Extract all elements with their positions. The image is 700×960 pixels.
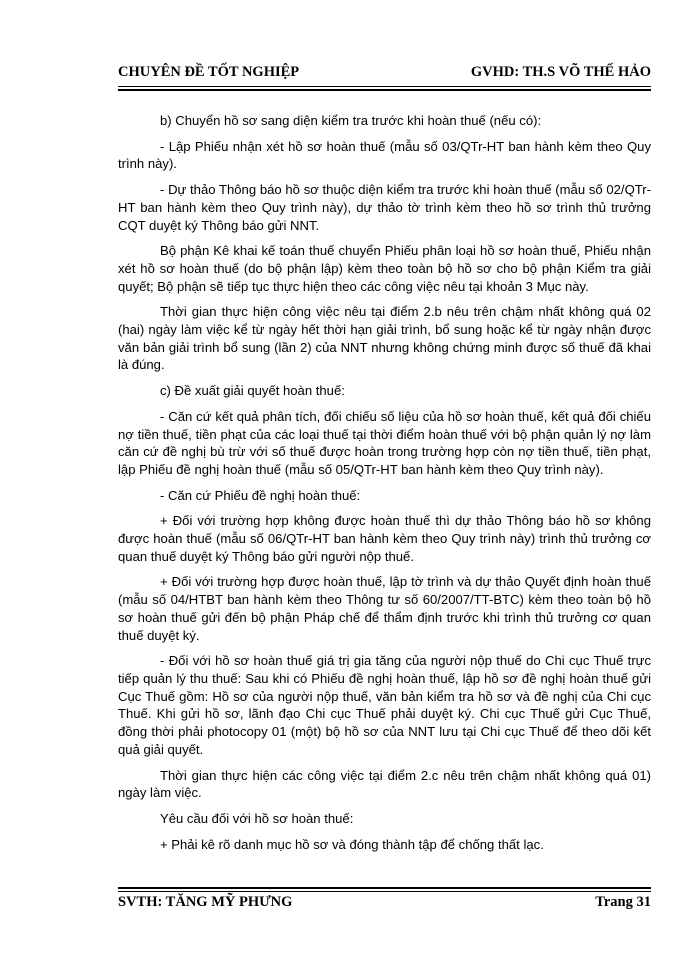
paragraph: c) Đề xuất giải quyết hoàn thuế: — [160, 383, 345, 399]
page-footer — [118, 894, 651, 914]
paragraph: - Căn cứ kết quả phân tích, đối chiếu số liệu của hồ sơ hoàn thuế, kết quả đối chiếu nợ tiền thuế, tiền phạt của các loại thuế tại thời điểm hoàn thuế với bộ phận quản lý nợ làm căn cứ đề nghị bù trừ với số thuế được hoàn trong trường hợp còn nợ tiền thuế, tiền phạt, lập Phiếu đề nghị hoàn thuế (mẫu số 05/QTr-HT ban hành kèm theo Quy trình này). — [118, 408, 651, 477]
paragraph: - Dự thảo Thông báo hồ sơ thuộc diện kiểm tra trước khi hoàn thuế (mẫu số 02/QTr-HT ban hành kèm theo Quy trình này), dự thảo tờ trình kèm theo hồ sơ trình thủ trưởng CQT duyệt ký Thông báo gửi NNT. — [118, 182, 651, 233]
paragraph: - Lập Phiếu nhận xét hồ sơ hoàn thuế (mẫu số 03/QTr-HT ban hành kèm theo Quy trình này). — [118, 138, 651, 172]
paragraph: - Căn cứ Phiếu đề nghị hoàn thuế: — [160, 487, 361, 503]
footer-student: SVTH: TĂNG MỸ PHƯNG — [118, 894, 293, 910]
paragraph: Bộ phận Kê khai kế toán thuế chuyển Phiếu phân loại hồ sơ hoàn thuế, Phiếu nhận xét hồ sơ hoàn thuế (do bộ phận lập) kèm theo toàn bộ hồ sơ cho bộ phận Kiểm tra giải quyết; Bộ phận sẽ tiếp tục thực hiện theo các công việc nêu tại khoản 3 Mục này. — [118, 243, 651, 294]
header-advisor: GVHD: TH.S VÕ THẾ HẢO — [470, 64, 651, 80]
footer-rule-thick — [118, 887, 651, 889]
footer-rule-thin — [118, 891, 651, 892]
paragraph: Yêu cầu đối với hồ sơ hoàn thuế: — [160, 810, 354, 826]
header-rule-thick — [118, 89, 651, 91]
paragraph: Thời gian thực hiện công việc nêu tại điểm 2.b nêu trên chậm nhất không quá 02 (hai) ngày làm việc kể từ ngày hết thời hạn giải trình, bổ sung hoặc kể từ ngày nhận được văn bản giải trình bổ sung (lần 2) của NNT nhưng không chứng minh được số thuế đã khai là đúng. — [118, 304, 651, 373]
header-title: CHUYÊN ĐỀ TỐT NGHIỆP — [118, 64, 300, 80]
paragraph: + Phải kê rõ danh mục hồ sơ và đóng thành tập để chống thất lạc. — [160, 836, 544, 852]
paragraph: b) Chuyển hồ sơ sang diện kiểm tra trước khi hoàn thuế (nếu có): — [160, 113, 542, 128]
paragraph: - Đối với hồ sơ hoàn thuế giá trị gia tăng của người nộp thuế do Chi cục Thuế trực tiếp quản lý thu thuế: Sau khi có Phiếu đề nghị hoàn thuế, lập hồ sơ đề nghị hoàn thuế gửi Cục Thuế gồm: Hồ sơ của người nộp thuế, văn bản kiểm tra hồ sơ và đề nghị của Chi cục Thuế. Khi gửi hồ sơ, lãnh đạo Chi cục Thuế phải duyệt ký. Chi cục Thuế gửi Cục Thuế, đồng thời phải photocopy 01 (một) bộ hồ sơ của NNT lưu tại Chi cục Thuế để theo dõi kết quả giải quyết. — [118, 653, 651, 757]
page-number: Trang 31 — [595, 894, 651, 910]
paragraph: + Đối với trường hợp không được hoàn thuế thì dự thảo Thông báo hồ sơ không được hoàn thuế (mẫu số 06/QTr-HT ban hành kèm theo Quy trình này) trình thủ trưởng cơ quan thuế duyệt ký Thông báo gửi người nộp thuế. — [118, 513, 651, 564]
page-header — [118, 64, 651, 84]
paragraph: Thời gian thực hiện các công việc tại điểm 2.c nêu trên chậm nhất không quá 01) ngày làm việc. — [118, 767, 651, 801]
document-body — [118, 112, 651, 861]
header-rule-thin — [118, 86, 651, 87]
paragraph: + Đối với trường hợp được hoàn thuế, lập tờ trình và dự thảo Quyết định hoàn thuế (mẫu số 04/HTBT ban hành kèm theo Thông tư số 60/2007/TT-BTC) kèm theo toàn bộ hồ sơ hoàn thuế gửi đến bộ phận Pháp chế để thẩm định trước khi trình thủ trưởng cơ quan thuế duyệt ký. — [118, 574, 651, 643]
